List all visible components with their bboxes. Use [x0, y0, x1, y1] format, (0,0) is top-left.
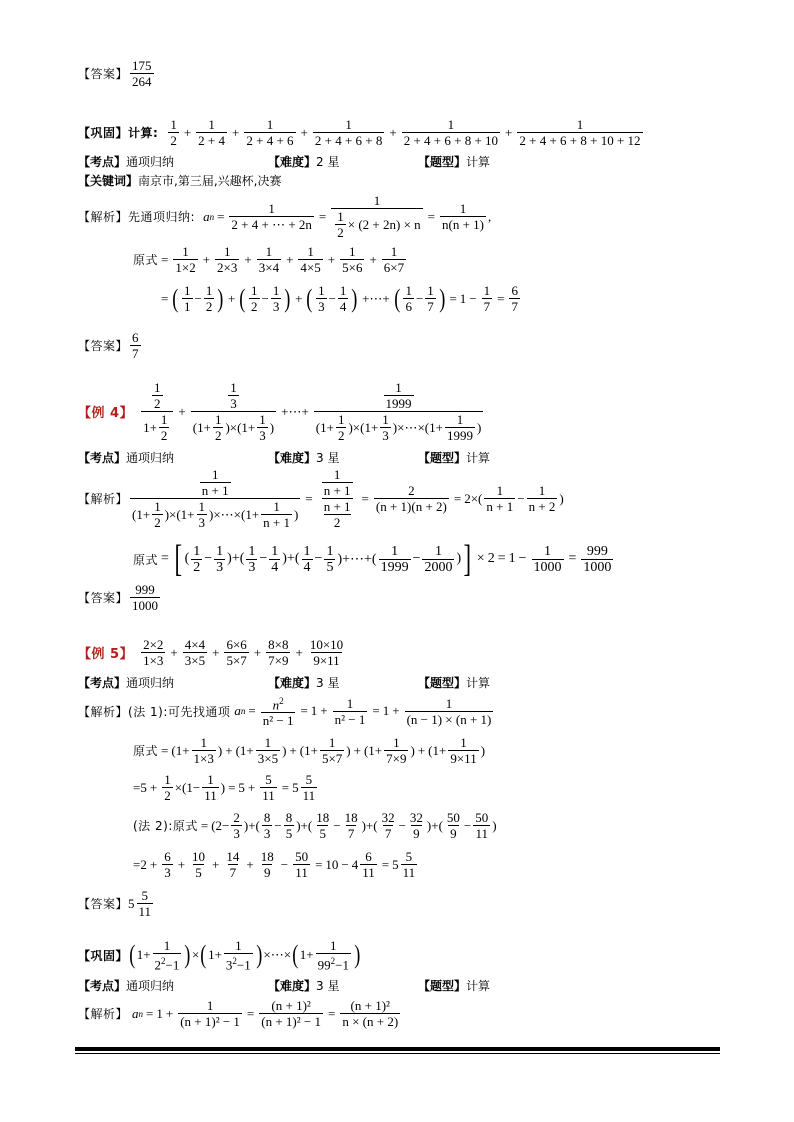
example-5-analysis: 【解析】 (法 1):可先找通项 a n = $\frac{n^2}{\text{n² − 1}}$ = 1 + $\frac{1}{\text{n² − 1}}$ = 1 + $\frac{1}{(n - 1) \times (n + 1)}$	[78, 695, 492, 729]
footer-rule-thin	[75, 1053, 720, 1054]
example-5-answer: 【答案】 5 5 11	[78, 888, 152, 919]
example-5-step3: =2 + $\frac{6}{3}$ + $\frac{10}{5}$ + $\frac{14}{7}$ + $\frac{18}{9}$ − $\frac{50}{11}$ = 10 − 4 $\frac{6}{11}$ = 5 $\frac{5}{11}$	[133, 849, 416, 880]
consolidate-1-meta: 【考点】通项归纳 【难度】2 星 【题型】计算	[78, 155, 491, 169]
calc-label: 计算:	[128, 126, 159, 140]
consolidate-1-step2: = ( 1 1 − 1 2 ) + ( 1 2 − 1 3 ) + ( 1 3 − 1 4 ) +⋯+ ( 1 6 − 1 7 ) = 1 − $\frac{1}{7}$ = $\frac{6}{7}$	[161, 283, 518, 314]
consolidate-label: 【巩固】	[78, 126, 129, 140]
answer-label: 【答案】	[78, 67, 129, 81]
example-4-meta: 【考点】通项归纳 【难度】3 星 【题型】计算	[78, 451, 491, 465]
consolidate-1-analysis: 【解析】 先通项归纳: a n = $\frac{1}{2 + 4 + \cdots + 2n}$ = 1 $\frac{1}{2}$ × (2 + 2n) × n = $\frac{1}{n(n + 1)}$ ,	[78, 193, 492, 240]
keywords: 【关键词】南京市,第三届,兴趣杯,决赛	[78, 174, 282, 188]
example-4-analysis: 【解析】 $\frac{1}{n + 1}$ (1+ 1 2 )×(1+ 1 3 )×⋯×(1+ 1 n + 1 ) = $\frac{1}{n + 1}$ n + 1 2 = $\frac{2}{(n + 1)(n + 2)}$ = 2×( $\frac{1}{n + 1}$ − 1 n + 2 )	[78, 467, 564, 530]
consolidate-2-analysis: 【解析】 a n = 1 + $\frac{1}{\text{(n + 1)² − 1}}$ = $\frac{\text{(n + 1)²}}{\text{(n + 1)² − 1}}$ = $\frac{\text{(n + 1)²}}{n \times (n + 2)}$	[78, 998, 399, 1029]
consolidate-1-answer: 【答案】 6 7	[78, 330, 139, 361]
example-5-meta: 【考点】通项归纳 【难度】3 星 【题型】计算	[78, 676, 491, 690]
example-5-label: 【例 5】	[78, 647, 134, 662]
answer-1	[78, 58, 156, 89]
consolidate-2-problem: 【巩固】 ( 1+ 1 $2^2-1$ ) × ( 1+ 1 $3^2-1$ ) ×⋯× ( 1+ 1 $99^2-1$ )	[78, 938, 361, 973]
consolidate-1-step1: 原式 = $\frac{1}{1\times 2}$ + $\frac{1}{2\times 3}$ + $\frac{1}{3\times 4}$ + $\frac{1}{4\times 5}$ + $\frac{1}{5\times 6}$ + $\frac{1}{6\times 7}$	[133, 244, 405, 275]
example-4-label: 【例 4】	[78, 406, 134, 421]
consolidate-2-meta: 【考点】通项归纳 【难度】3 星 【题型】计算	[78, 979, 491, 993]
example-5-step2: =5 + $\frac{1}{2}$ ×(1− $\frac{1}{11}$ ) = 5 + $\frac{5}{11}$ = 5 $\frac{5}{11}$	[133, 772, 316, 803]
answer-fraction: 175 264	[132, 58, 152, 89]
example-4-step: 原式 = [ ( 1 2 − 1 3 )+( 1 3 − 1 4 )+( 1 4 − 1 5 )+⋯+( 1 1999 − 1 2000 ) ] × 2 = 1 − $\frac{1}{1000}$ = $\frac{999}{1000}$	[133, 538, 612, 580]
example-5-step1: 原式 = (1+ $\frac{1}{1\times 3}$ ) + (1+ $\frac{1}{3\times 5}$ ) + (1+ $\frac{1}{5\times 7}$ ) + (1+ $\frac{1}{7\times 9}$ ) + (1+ $\frac{1}{9\times 11}$ )	[133, 735, 486, 766]
example-4-answer: 【答案】 999 1000	[78, 582, 159, 613]
consolidate-1-problem: 【巩固】 计算: 1 2 + $\frac{1}{2 + 4}$ + $\frac{1}{2 + 4 + 6}$ + $\frac{1}{2 + 4 + 6 + 8}$ + $\frac{1}{2 + 4 + 6 + 8 + 10}$ + $\frac{1}{2 + 4 + 6 + 8 + 10 + 12}$	[78, 117, 641, 148]
footer-rule-thick	[75, 1047, 720, 1051]
example-4-problem: 【例 4】 $\frac{1}{2}$ 1+ 1 2 + $\frac{1}{3}$ (1+ 1 2 )×(1+ 1 3 ) +⋯+ $\frac{1}{1999}$ (1+ 1 2 )×(1+ 1 3 )×⋯×(1+ 1 1999 )	[78, 380, 482, 443]
example-5-method2: (法 2):原式 = (2− $\frac{2}{3}$ )+( 8 3 − 8 5 )+( 18 5 − 18 7 )+( 32 7 − 32 9 )+( 50 9 − 50 11 )	[133, 810, 497, 841]
example-5-problem: 【例 5】 2×2 1×3 + $\frac{4\times 4}{3\times 5}$ + $\frac{6\times 6}{5\times 7}$ + $\frac{8\times 8}{7\times 9}$ + $\frac{10\times 10}{9\times 11}$	[78, 637, 344, 668]
